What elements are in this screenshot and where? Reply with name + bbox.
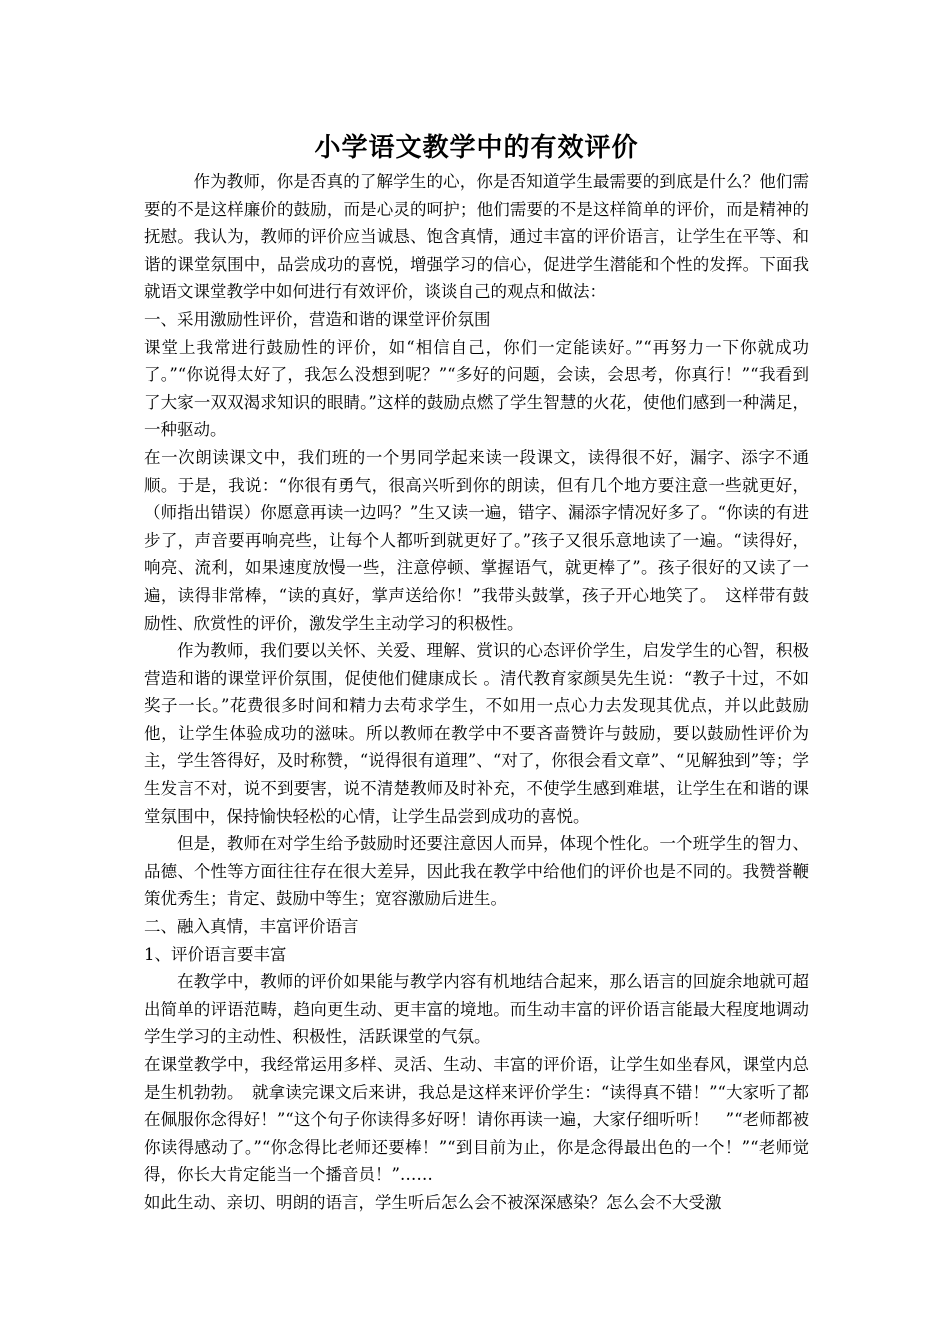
body-paragraph: 但是，教师在对学生给予鼓励时还要注意因人而异，体现个性化。一个班学生的智力、品德、个性等方面往往存在很大差异，因此我在教学中给他们的评价也是不同的。我赞誉鞭策优秀生；肯定、鼓励中等生；宽容激励后进生。 [144,834,809,909]
document-page [144,128,809,1217]
section-heading: 二、融入真情，丰富评价语言 [144,917,359,937]
section-heading: 一、采用激励性评价，营造和谐的课堂评价氛围 [144,309,491,329]
body-paragraph: 如此生动、亲切、明朗的语言，学生听后怎么会不被深深感染？怎么会不大受激 [144,1192,722,1212]
body-paragraph: 作为教师，你是否真的了解学生的心，你是否知道学生最需要的到底是什么？他们需要的不是这样廉价的鼓励，而是心灵的呵护；他们需要的不是这样简单的评价，而是精神的抚慰。我认为，教师的评价应当诚恳、饱含真情，通过丰富的评价语言，让学生在平等、和谐的课堂氛围中，品尝成功的喜悦，增强学习的信心，促进学生潜能和个性的发挥。下面我就语文课堂教学中如何进行有效评价，谈谈自己的观点和做法： [144,172,809,302]
body-paragraph: 在一次朗读课文中，我们班的一个男同学起来读一段课文，读得很不好，漏字、添字不通顺。于是，我说：“你很有勇气，很高兴听到你的朗读，但有几个地方要注意一些就更好，（师指出错误）你愿意再读一边吗？”生又读一遍，错字、漏添字情况好多了。“你读的有进步了，声音要再响亮些，让每个人都听到就更好了。”孩子又很乐意地读了一遍。“读得好，响亮、流利，如果速度放慢一些，注意停顿、掌握语气，就更棒了”。孩子很好的又读了一遍，读得非常棒，“读的真好，掌声送给你！”我带头鼓掌，孩子开心地笑了。 这样带有鼓励性、欣赏性的评价，激发学生主动学习的积极性。 [144,447,809,633]
document-title: 小学语文教学中的有效评价 [314,133,639,163]
body-paragraph: 在教学中，教师的评价如果能与教学内容有机地结合起来，那么语言的回旋余地就可超出简单的评语范畴，趋向更生动、更丰富的境地。而生动丰富的评价语言能最大程度地调动学生学习的主动性、积极性，活跃课堂的气氛。 [144,972,809,1047]
section-heading: 1、评价语言要丰富 [144,944,287,964]
body-paragraph: 在课堂教学中，我经常运用多样、灵活、生动、丰富的评价语，让学生如坐春风，课堂内总是生机勃勃。 就拿读完课文后来讲，我总是这样来评价学生：“读得真不错！”“大家听了都在佩服你念得好！”“这个句子你读得多好呀！请你再读一遍，大家仔细听听！ ”“老师都被你读得感动了。”“你念得比老师还要棒！”“到目前为止，你是念得最出色的一个！”“老师觉得，你长大肯定能当一个播音员！”…… [144,1055,809,1185]
body-paragraph: 课堂上我常进行鼓励性的评价，如“相信自己，你们一定能读好。”“再努力一下你就成功了。”“你说得太好了，我怎么没想到呢？”“多好的问题，会读，会思考，你真行！”“我看到了大家一双双渴求知识的眼睛。”这样的鼓励点燃了学生智慧的火花，使他们感到一种满足，一种驱动。 [144,337,809,440]
body-paragraph: 作为教师，我们要以关怀、关爱、理解、赏识的心态评价学生，启发学生的心智，积极营造和谐的课堂评价氛围，促使他们健康成长 。清代教育家颜昊先生说：“教子十过，不如奖子一长。”花费很多时间和精力去苟求学生，不如用一点心力去发现其优点，并以此鼓励他，让学生体验成功的滋味。所以教师在教学中不要吝啬赞许与鼓励，要以鼓励性评价为主，学生答得好，及时称赞，“说得很有道理”、“对了，你很会看文章”、“见解独到”等；学生发言不对，说不到要害，说不清楚教师及时补充，不使学生感到难堪，让学生在和谐的课堂氛围中，保持愉快轻松的心情，让学生品尝到成功的喜悦。 [144,641,809,826]
document-body [144,168,809,1217]
